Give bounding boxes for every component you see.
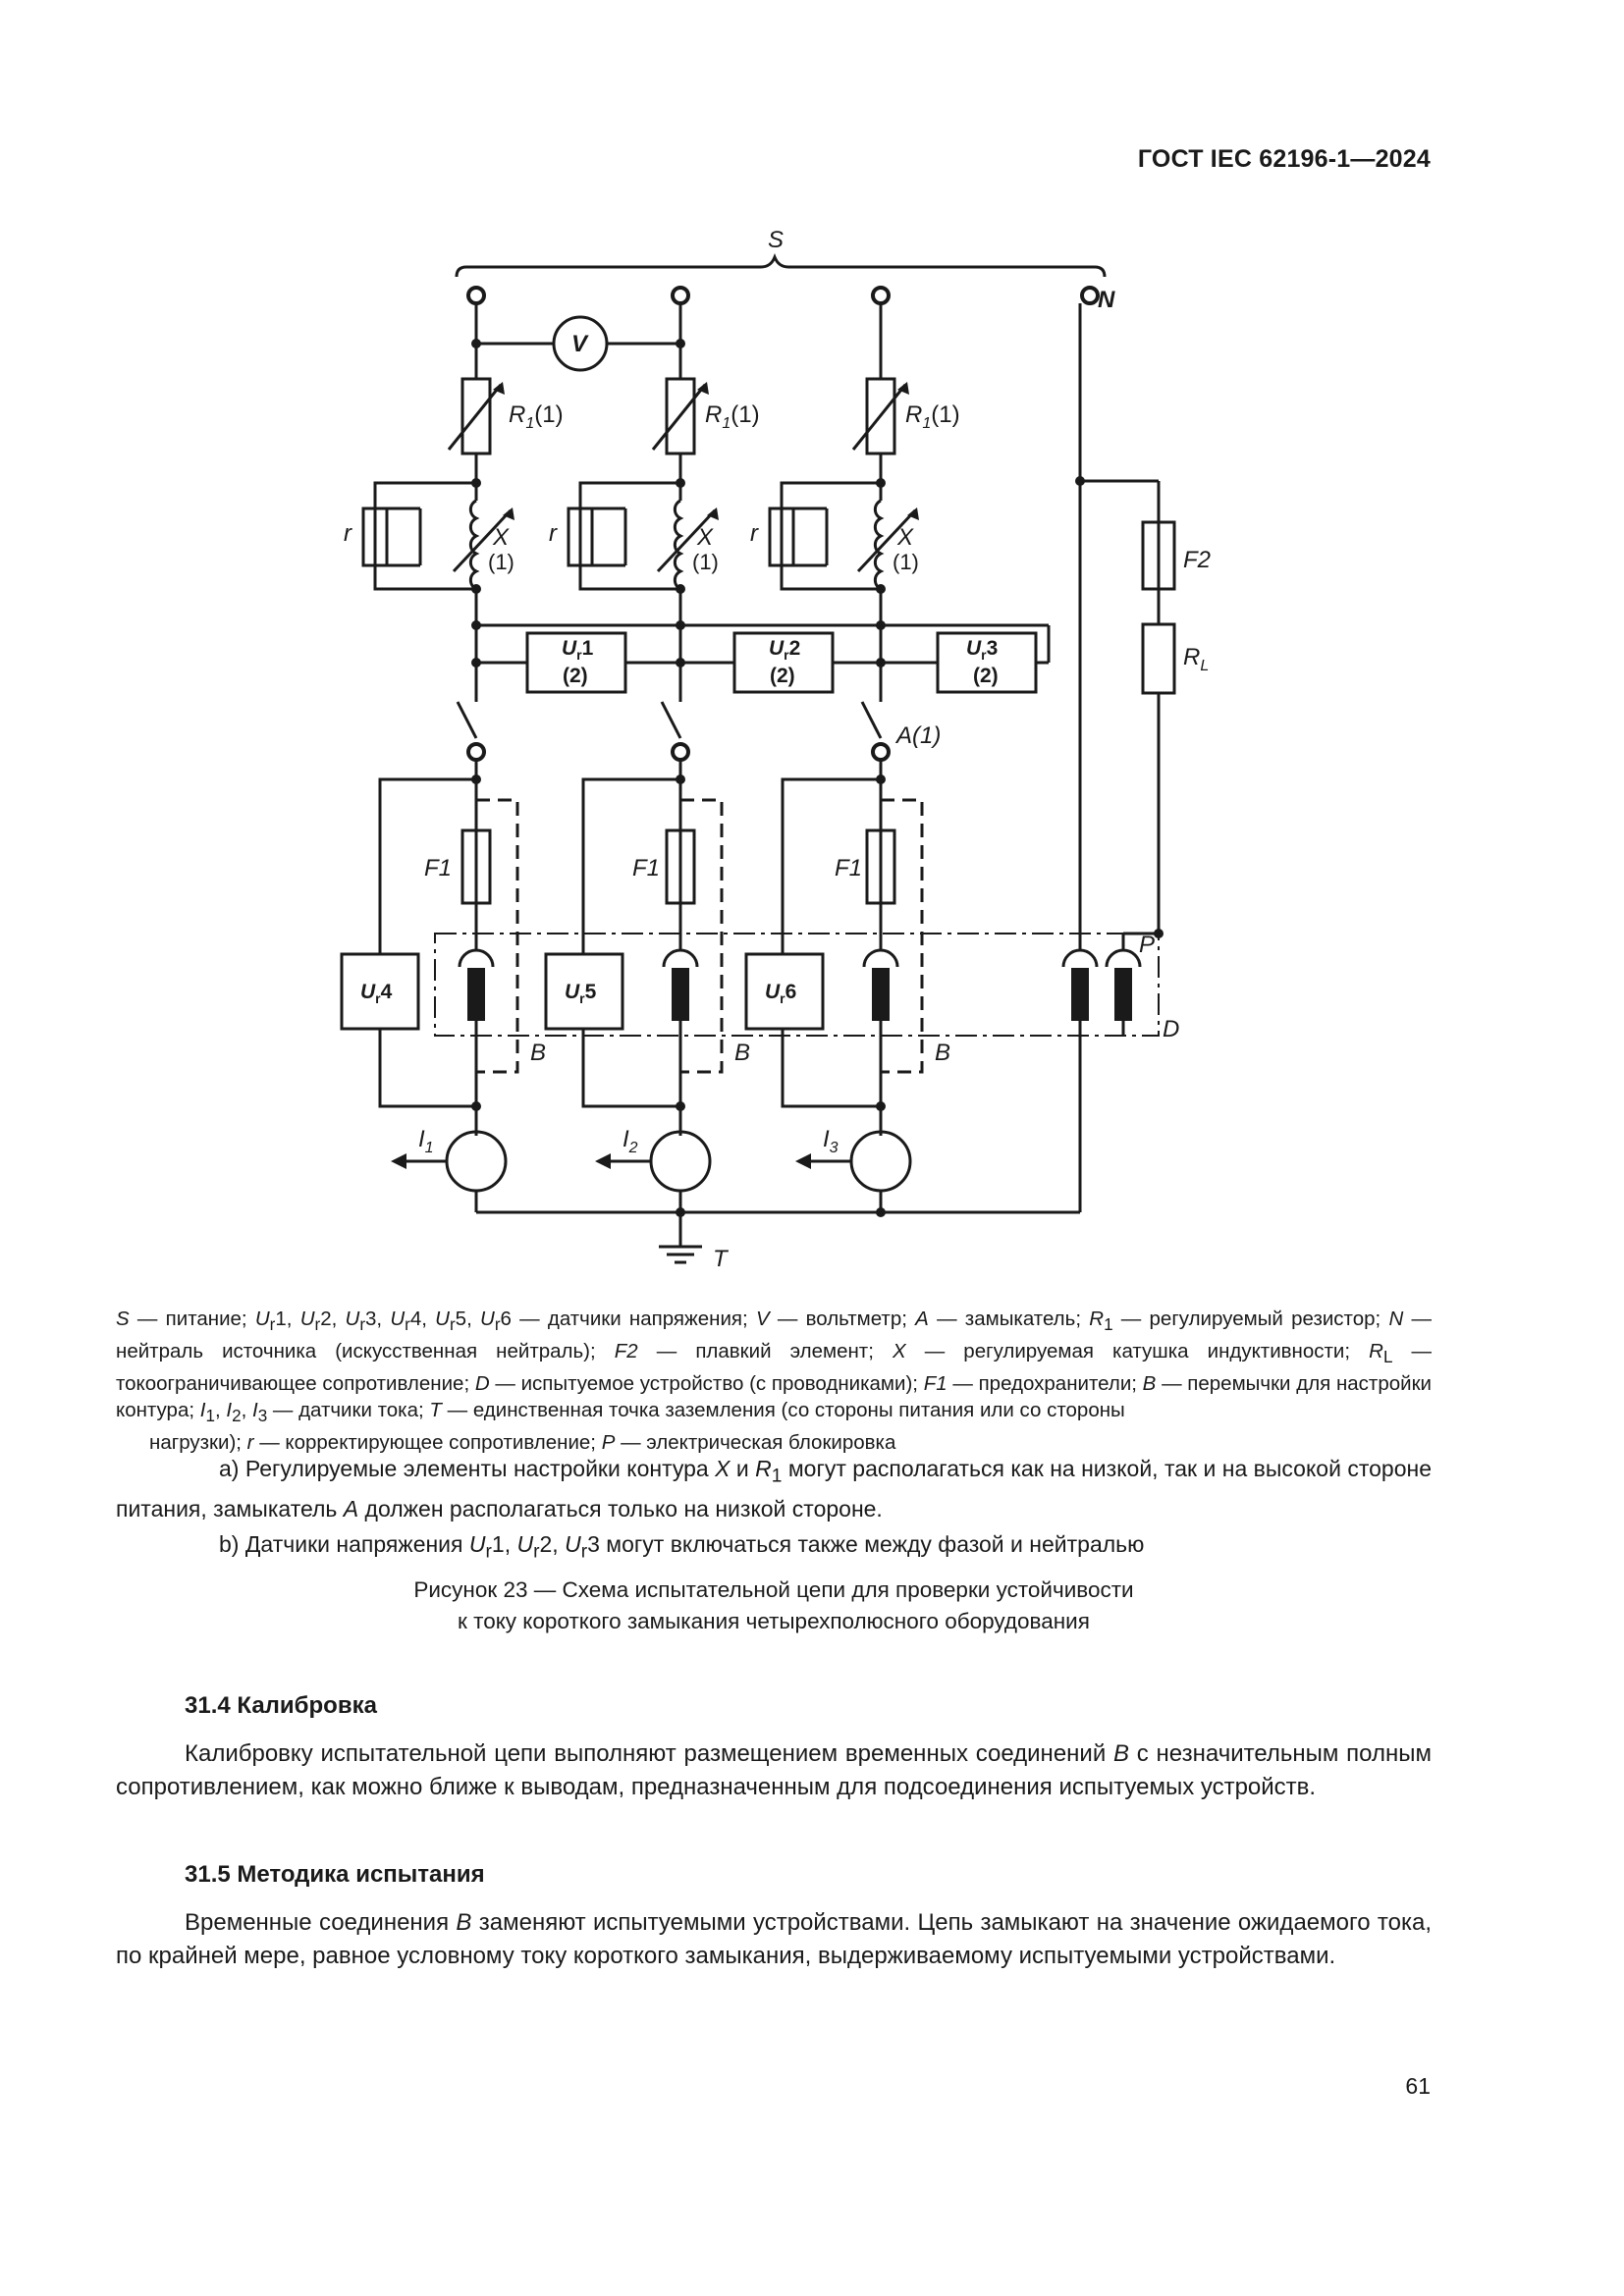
svg-text:P: P (1139, 932, 1156, 958)
svg-text:X: X (897, 524, 914, 551)
svg-text:Ur5: $U_r5$ (565, 981, 597, 1006)
svg-text:(2): (2) (973, 665, 999, 687)
svg-text:I3: $I_3$ (823, 1126, 839, 1156)
breaker-contact-3 (862, 702, 881, 738)
svg-text:Ur3: $U_r3$ (966, 637, 999, 663)
terminal-l3 (873, 288, 889, 303)
svg-text:r: r (750, 520, 758, 547)
svg-text:r: r (344, 520, 352, 547)
section-text-31-4: Калибровку испытательной цепи выполняют размещением временных соединений B с незначительным полным сопротивлением, как можно ближе к выводам, предназначенным для подсоединения испытуемых устройств. (116, 1740, 1432, 1800)
note-b: b) Датчики напряжения $U_r1$, $U_r2$, $U_r3$ могут включаться также между фазой и нейтралью (219, 1530, 1145, 1563)
terminal-n (1082, 288, 1098, 303)
svg-text:B: B (935, 1040, 951, 1066)
current-sensor-3 (851, 1132, 910, 1191)
svg-text:F1: F1 (835, 855, 863, 881)
svg-text:Ur4: $U_r4$ (360, 981, 393, 1006)
svg-text:F2: F2 (1183, 547, 1212, 573)
svg-text:A(1): A(1) (896, 722, 942, 749)
link-b-1 (476, 800, 517, 1072)
section-heading-31-5: 31.5 Методика испытания (185, 1861, 485, 1888)
figure-legend: S — питание; $U_r1$, $U_r2$, $U_r3$, $U_r4$, $U_r5$, $U_r6$ — датчики напряжения; V — вольтметр; A — замыкатель; $R_1$ — регулируемый резистор; N — нейтраль источника (искусственная нейтраль); F2 — плавкий элемент; X — регулируемая катушка индуктивности; $R_L$ — токоограничивающее сопротивление; D — испытуемое устройство (с проводниками); F1 — предохранители; B — перемычки для настройки контура; $I_1$, $I_2$, $I_3$ — датчики тока; T — единственная точка заземления (со стороны питания или со стороны нагрузки); r — корректирующее сопротивление; P — электрическая блокировка (116, 1308, 1433, 1455)
link-b-2 (680, 800, 722, 1072)
svg-text:R1(1): $R_1(1)$ (905, 401, 960, 432)
svg-text:(2): (2) (563, 665, 588, 687)
page-number: 61 (1405, 2073, 1431, 2099)
svg-text:I1: $I_1$ (418, 1126, 434, 1156)
svg-text:I2: $I_2$ (623, 1126, 638, 1156)
svg-text:(1): (1) (893, 550, 919, 574)
inductor-x-1 (470, 501, 476, 589)
svg-text:R1(1): $R_1(1)$ (509, 401, 564, 432)
document-header: ГОСТ IEC 62196-1—2024 (1137, 145, 1431, 173)
svg-text:T: T (713, 1246, 728, 1272)
current-sensor-2 (651, 1132, 710, 1191)
terminal-l2 (673, 288, 688, 303)
supply-brace (457, 257, 1105, 277)
inductor-x-3 (875, 501, 881, 589)
section-text-31-5: Временные соединения B заменяют испытуемыми устройствами. Цепь замыкают на значение ожидаемого тока, по крайней мере, равное условному току короткого замыкания, выдерживаемому испытуемыми устройствами. (116, 1909, 1432, 1969)
svg-text:X: X (697, 524, 714, 551)
svg-text:D: D (1163, 1016, 1180, 1042)
svg-text:B: B (530, 1040, 547, 1066)
svg-text:(1): (1) (692, 550, 719, 574)
svg-text:r: r (549, 520, 557, 547)
figure-caption: Рисунок 23 — Схема испытательной цепи для проверки устойчивости к току короткого замыкания четырехполюсного оборудования (413, 1577, 1134, 1633)
svg-text:R1(1): $R_1(1)$ (705, 401, 760, 432)
link-b-3 (881, 800, 922, 1072)
svg-text:(2): (2) (770, 665, 795, 687)
svg-text:F1: F1 (632, 855, 661, 881)
current-sensor-1 (447, 1132, 506, 1191)
svg-text:Ur6: $U_r6$ (765, 981, 797, 1006)
rl-resistor (1143, 624, 1174, 693)
svg-text:F1: F1 (424, 855, 453, 881)
label-v: V (571, 331, 588, 357)
svg-text:Ur1: $U_r1$ (562, 637, 594, 663)
svg-text:(1): (1) (488, 550, 514, 574)
label-n: N (1098, 287, 1115, 313)
note-a: a) Регулируемые элементы настройки контура X и $R_1$ могут располагаться как на низкой, так и на высокой стороне питания, замыкатель A должен располагаться только на низкой стороне. (116, 1456, 1432, 1522)
svg-text:X: X (493, 524, 510, 551)
svg-text:Ur2: $U_r2$ (769, 637, 801, 663)
terminal-l1 (468, 288, 484, 303)
section-heading-31-4: 31.4 Калибровка (185, 1692, 377, 1719)
breaker-contact-1 (458, 702, 476, 738)
figure-notes (116, 1453, 1432, 1568)
svg-text:RL: $R_L$ (1183, 644, 1210, 674)
label-s: S (768, 227, 785, 253)
svg-text:B: B (734, 1040, 751, 1066)
inductor-x-2 (675, 501, 680, 589)
breaker-contact-2 (662, 702, 680, 738)
